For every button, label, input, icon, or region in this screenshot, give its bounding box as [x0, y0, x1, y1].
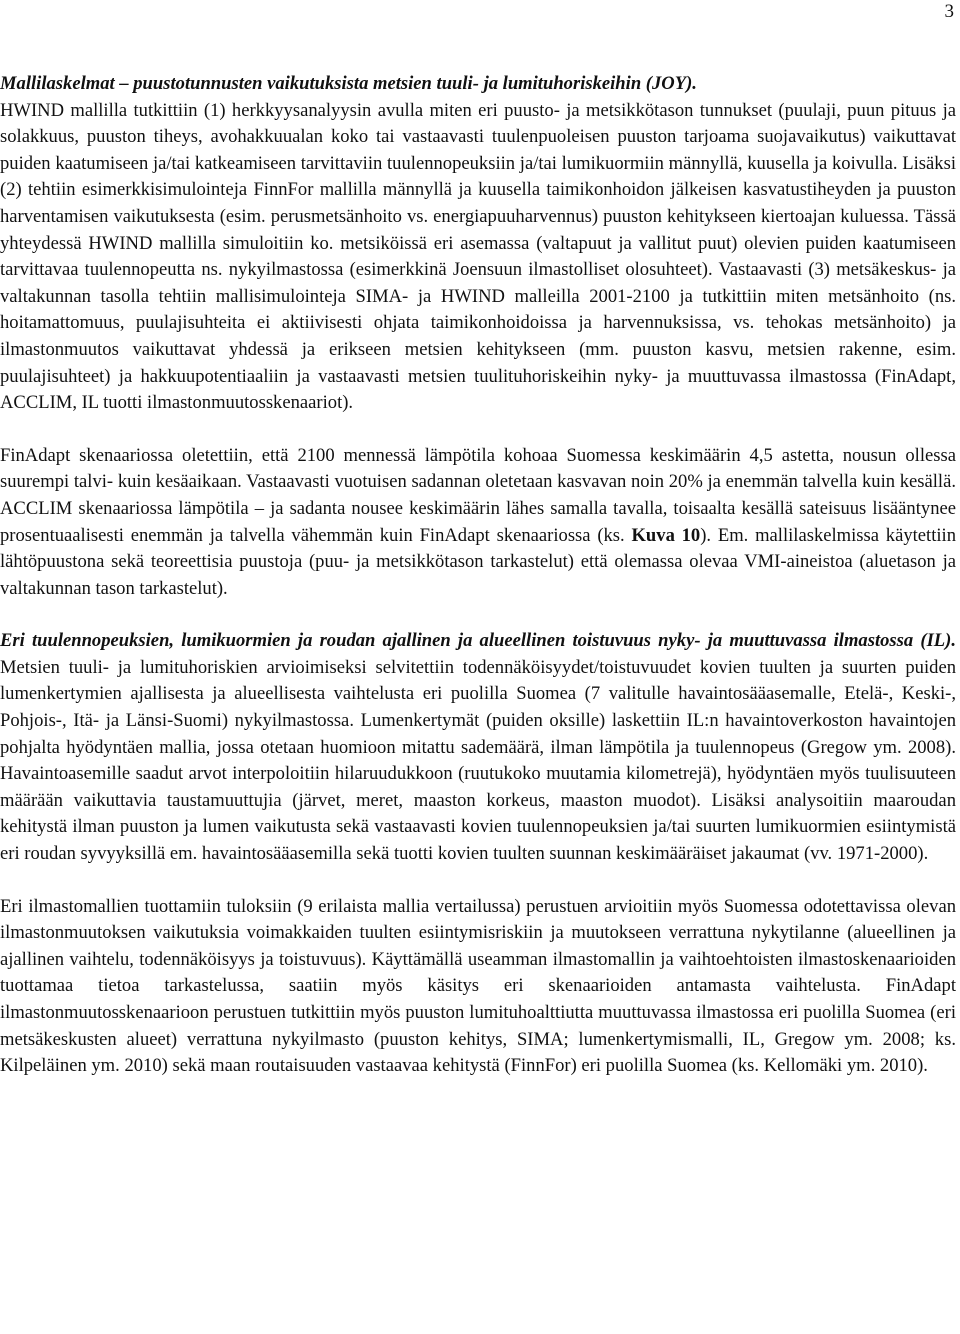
paragraph-text: Metsien tuuli- ja lumituhoriskien arvioimiseksi selvitettiin todennäköisyydet/toistuvuudet kovien tuulten ja suurten puiden lumenkertymien ajallisesta ja alueellisesta vaihtelusta eri puolilla Suomea (7 valitulle havaintosääasemalle, Etelä-, Keski-, Pohjois-, Itä- ja Länsi-Suomi) nykyilmastossa. Lumenkertymät (puiden oksille) laskettiin IL:n havaintoverkoston havaintojen pohjalta hyödyntäen mallia, jossa otetaan huomioon mitattu sademäärä, ilman lämpötila ja tuulennopeus (Gregow ym. 2008). Havaintoasemille saadut arvot interpoloitiin hilaruudukkoon (ruutukoko muutamia kilometrejä), hyödyntäen myös tuulisuuteen määrään vaikuttavia taustamuuttujia (järvet, meret, maaston korkeus, maaston muodot). Lisäksi analysoitiin maaroudan kehitystä ilman puuston ja lumen vaikutusta sekä vastaavasti kovien tuulennopeuksien ja/tai suurten lumikuormien esiintymistä eri roudan syvyyksillä em. havaintosääasemilla sekä tuotti kovien tuulten suunnan keskimääräiset jakaumat (vv. 1971-2000). — [0, 656, 956, 865]
paragraph-wind-snow-frost — [0, 628, 956, 867]
page-number: 3 — [944, 1, 954, 22]
paragraph-text: ). Em. mallilaskelmissa käytettiin lähtöpuustona sekä teoreettisia puustoja (puu- ja metsikkötason tarkastelut) että olemassa olevaa VMI-aineistoa (aluetason ja valtakunnan tason tarkastelut). — [0, 524, 957, 599]
section-heading-model-calculations: Mallilaskelmat – puustotunnusten vaikutuksista metsien tuuli- ja lumituhoriskeihin (JOY). — [0, 73, 697, 94]
paragraph-text: HWIND mallilla tutkittiin (1) herkkyysanalyysin avulla miten eri puusto- ja metsikkötason tunnukset (puulaji, puun pituus ja solakkuus, puuston tiheys, avohakkuualan koko tai vastaavasti tuulenpuoleisen puuston tarjoama suojavaikutus) vaikuttavat puiden kaatumiseen ja/tai katkeamiseen tarvittaviin tuulennopeuksiin ja/tai lumikuormiin männyllä, kuusella ja koivulla. Lisäksi (2) tehtiin esimerkkisimulointeja FinnFor mallilla männyllä ja kuusella taimikonhoidon jälkeisen kasvatustiheyden ja puuston harventamisen vaikutuksesta (esim. perusmetsänhoito vs. energiapuuharvennus) puuston kehitykseen kiertoajan kuluessa. Tässä yhteydessä HWIND mallilla simuloitiin ko. metsiköissä eri asemassa (valtapuut ja vallitut puut) olevien puiden kaatumiseen tarvittavaa tuulennopeutta ns. nykyilmastossa (esimerkkinä Joensuun ilmastolliset olosuhteet). Vastaavasti (3) metsäkeskus- ja valtakunnan tasolla tehtiin mallisimulointeja SIMA- ja HWIND malleilla 2001-2100 ja tutkittiin miten metsänhoito (ns. hoitamattomuus, puulajisuhteita ei aktiivisesti ohjata taimikonhoidoissa ja harvennuksissa, vs. tehokas metsänhoito) ja ilmastonmuutos vaikuttavat yhdessä ja erikseen metsien kehitykseen (mm. puuston kasvu, metsien rakenne, esim. puulajisuhteet) ja hakkuupotentiaaliin ja vastaavasti metsien tuulituhoriskeihin nyky- ja muuttuvassa ilmastossa (FinAdapt, ACCLIM, IL tuotti ilmastonmuutosskenaariot). — [0, 99, 956, 414]
section-heading-wind-snow-frost: Eri tuulennopeuksien, lumikuormien ja roudan ajallinen ja alueellinen toistuvuus nyky- ja muuttuvassa ilmastossa (IL). — [0, 630, 956, 652]
paragraph-climate-models — [0, 894, 956, 1080]
paragraph-model-calculations — [0, 71, 956, 417]
paragraph-text: FinAdapt skenaariossa oletettiin, että 2100 mennessä lämpötila kohoaa Suomessa keskimäärin 4,5 astetta, nousun ollessa suurempi talvi- kuin kesäaikaan. Vastaavasti vuotuisen sadannan oletetaan kasvavan noin 20% ja enemmän talvella kuin kesällä. ACCLIM skenaariossa lämpötila – ja sadanta nousee keskimäärin lähes samalla tavalla, toisaalta kesällä sateisuus lisääntynee prosentuaalisesti enemmän ja talvella vähemmän kuin FinAdapt skenaariossa (ks. — [0, 444, 956, 546]
paragraph-text: Eri ilmastomallien tuottamiin tuloksiin (9 erilaista mallia vertailussa) perustuen arvioitiin myös Suomessa odotettavissa olevan ilmastonmuutoksen vaikutuksia voimakkaiden tuulten esiintymisriskiin ja muutokseen verrattuna nykytilanne (alueellinen ja ajallinen vaihtelu, todennäköisyys ja toistuvuus). Käyttämällä useamman ilmastomallin ja vaihtoehtoisten ilmastoskenaarioiden tuottamaa tietoa tarkastelussa, saatiin myös käsitys eri skenaarioiden antamasta vaihtelusta. FinAdapt ilmastonmuutosskenaarioon perustuen tutkittiin myös puuston lumituhoalttiutta muuttuvassa ilmastossa eri puolilla Suomea (eri metsäkeskusten alueet) verrattuna nykyilmasto (puuston kehitys, SIMA; lumenkertymismalli, IL, Gregow ym. 2008; ks. Kilpeläinen ym. 2010) sekä maan routaisuuden vastaavaa kehitystä (FinnFor) eri puolilla Suomea (ks. Kellomäki ym. 2010). — [0, 895, 956, 1077]
document-body — [0, 71, 956, 1080]
paragraph-climate-scenarios — [0, 443, 956, 603]
figure-reference: Kuva 10 — [631, 524, 701, 546]
